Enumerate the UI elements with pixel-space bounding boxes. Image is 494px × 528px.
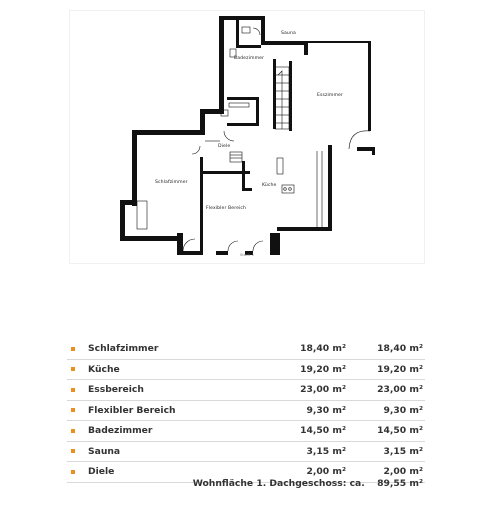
bullet-cell [67,339,88,359]
table-row [67,359,425,380]
room-area: 18,40 m² [278,339,346,359]
bullet-cell [67,421,88,442]
bullet-icon [71,429,75,433]
room-area: 23,00 m² [278,380,346,401]
total-area-row [67,478,423,489]
table-row [67,380,425,401]
room-area-2: 19,20 m² [346,359,425,380]
bullet-icon [71,367,75,371]
table-row [67,421,425,442]
room-label-kueche: Küche [262,183,277,188]
area-table-body [67,339,425,482]
total-area-label: Wohnfläche 1. Dachgeschoss: ca. [192,478,365,489]
room-name: Diele [88,462,278,483]
room-name: Flexibler Bereich [88,400,278,421]
room-label-flexibler-bereich: Flexibler Bereich [206,206,247,211]
table-row [67,400,425,421]
room-area: 19,20 m² [278,359,346,380]
floor-plan [70,11,424,263]
bullet-icon [71,449,75,453]
bullet-cell [67,441,88,462]
room-area: 9,30 m² [278,400,346,421]
bullet-cell [67,359,88,380]
room-label-badezimmer: Badezimmer [234,56,265,61]
room-name: Schlafzimmer [88,339,278,359]
floor-plan-drawing [70,11,424,263]
room-label-diele: Diele [218,144,231,149]
room-area-2: 3,15 m² [346,441,425,462]
room-name: Badezimmer [88,421,278,442]
room-area: 14,50 m² [278,421,346,442]
table-row [67,339,425,359]
bullet-icon [71,388,75,392]
bullet-icon [71,470,75,474]
bullet-cell [67,380,88,401]
room-area: 3,15 m² [278,441,346,462]
plan-footnote: Stock 1 [240,253,255,257]
room-label-esszimmer: Esszimmer [317,93,343,98]
bullet-cell [67,400,88,421]
room-name: Essbereich [88,380,278,401]
table-row [67,441,425,462]
room-area: 2,00 m² [278,462,346,483]
room-label-schlafzimmer: Schlafzimmer [155,180,188,185]
room-label-sauna: Sauna [281,31,296,36]
room-name: Küche [88,359,278,380]
room-area-2: 14,50 m² [346,421,425,442]
room-area-2: 23,00 m² [346,380,425,401]
area-table [67,339,425,483]
room-area-2: 2,00 m² [346,462,425,483]
total-area-value: 89,55 m² [377,478,423,489]
room-area-2: 18,40 m² [346,339,425,359]
room-name: Sauna [88,441,278,462]
room-area-2: 9,30 m² [346,400,425,421]
bullet-icon [71,347,75,351]
bullet-icon [71,408,75,412]
